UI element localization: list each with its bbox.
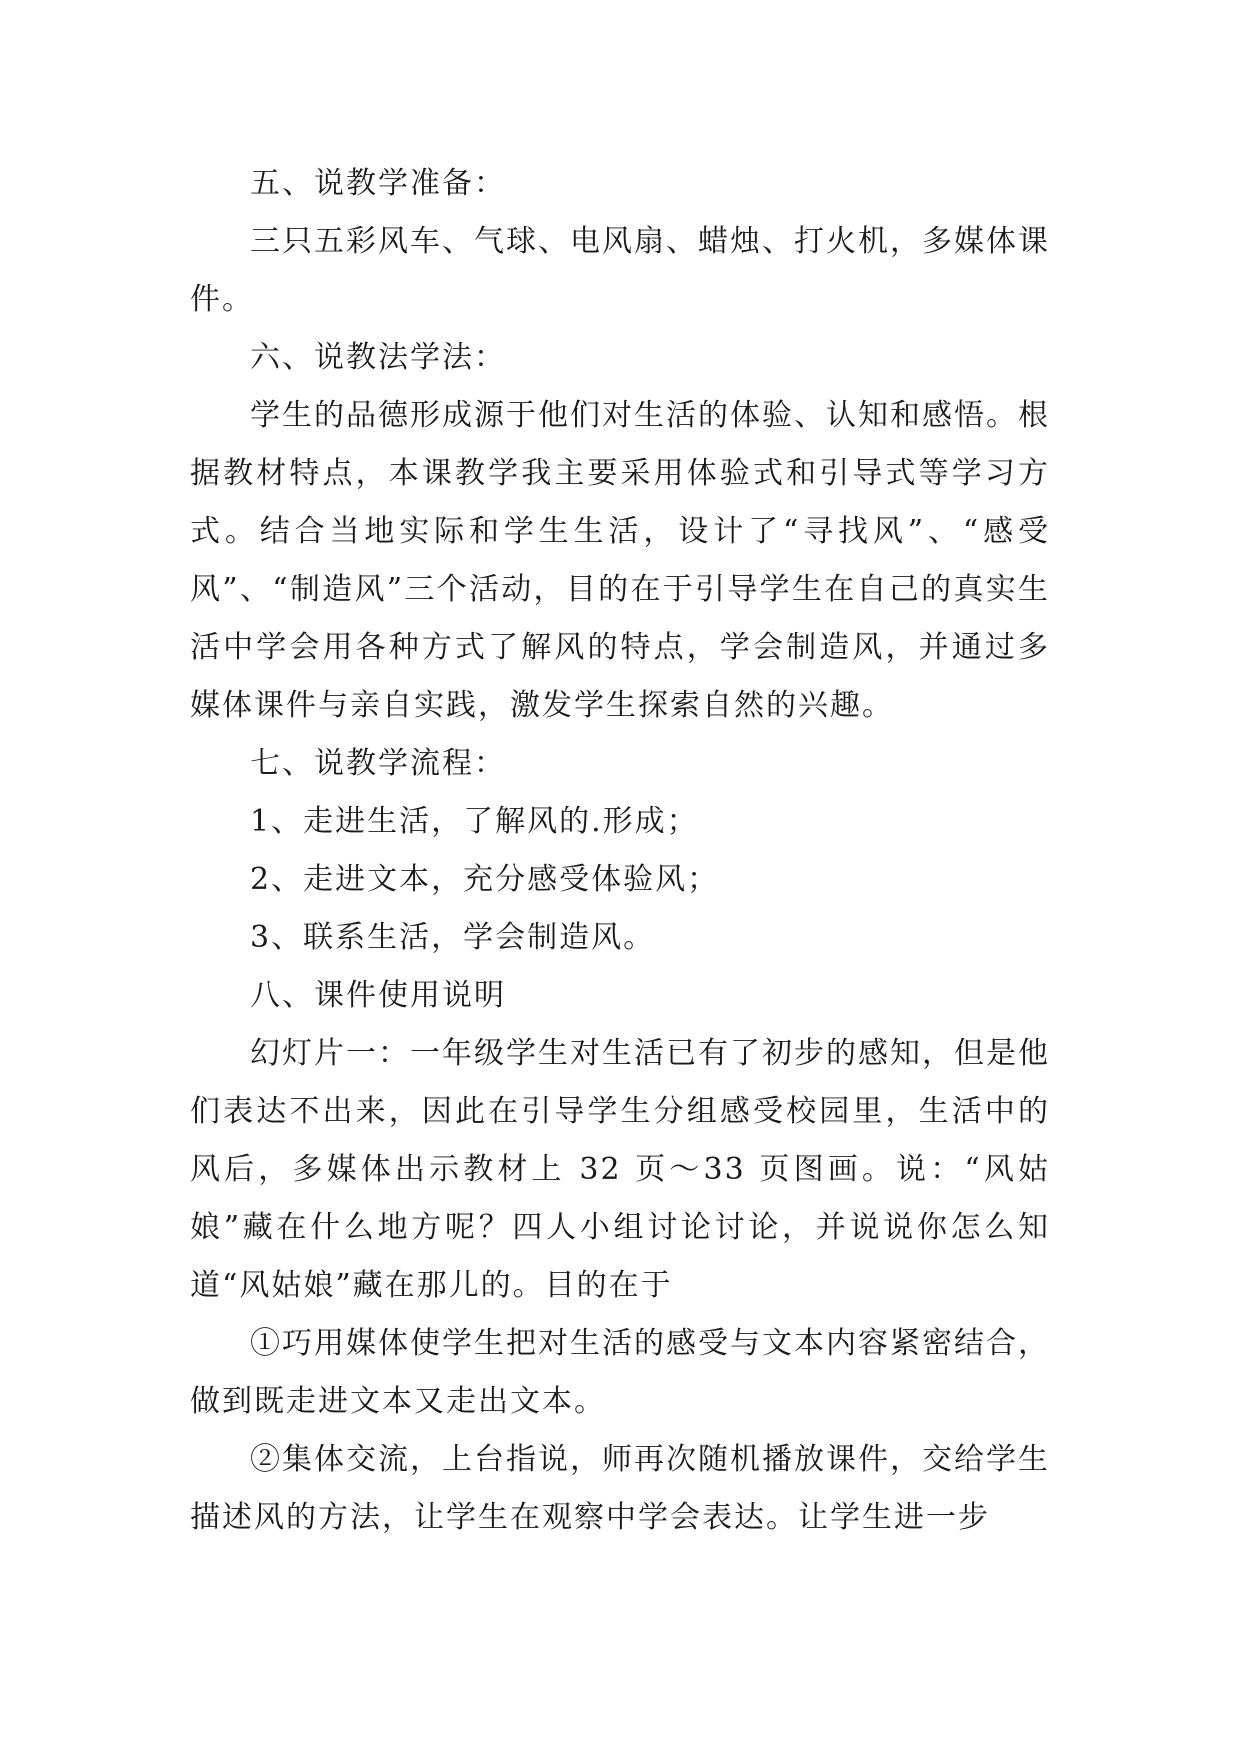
- paragraph-slide-one: 幻灯片一：一年级学生对生活已有了初步的感知，但是他们表达不出来，因此在引导学生分组感受校园里，生活中的风后，多媒体出示教材上 32 页～33 页图画。说：“风姑娘”藏在什么地方呢？四人小组讨论讨论，并说说你怎么知道“风姑娘”藏在那儿的。目的在于: [190, 1036, 1050, 1303]
- heading-teaching-methods: 六、说教法学法：: [250, 340, 506, 375]
- heading-teaching-process: 七、说教学流程：: [250, 746, 506, 781]
- list-item-process-2: 2、走进文本，充分感受体验风；: [250, 862, 720, 897]
- paragraph-point-two: ②集体交流，上台指说，师再次随机播放课件，交给学生描述风的方法，让学生在观察中学会表达。让学生进一步: [190, 1442, 1050, 1535]
- document-body: [190, 155, 1050, 1547]
- list-item-process-1: 1、走进生活，了解风的.形成；: [250, 804, 699, 839]
- paragraph-point-one: ①巧用媒体使学生把对生活的感受与文本内容紧密结合，做到既走进文本又走出文本。: [190, 1326, 1050, 1419]
- heading-courseware-instructions: 八、课件使用说明: [250, 978, 506, 1013]
- heading-teaching-preparation: 五、说教学准备：: [250, 166, 506, 201]
- paragraph-preparation-items: 三只五彩风车、气球、电风扇、蜡烛、打火机，多媒体课件。: [190, 224, 1050, 317]
- paragraph-teaching-methods: 学生的品德形成源于他们对生活的体验、认知和感悟。根据教材特点，本课教学我主要采用体验式和引导式等学习方式。结合当地实际和学生生活，设计了“寻找风”、“感受风”、“制造风”三个活动，目的在于引导学生在自己的真实生活中学会用各种方式了解风的特点，学会制造风，并通过多媒体课件与亲自实践，激发学生探索自然的兴趣。: [190, 398, 1050, 723]
- list-item-process-3: 3、联系生活，学会制造风。: [250, 920, 656, 955]
